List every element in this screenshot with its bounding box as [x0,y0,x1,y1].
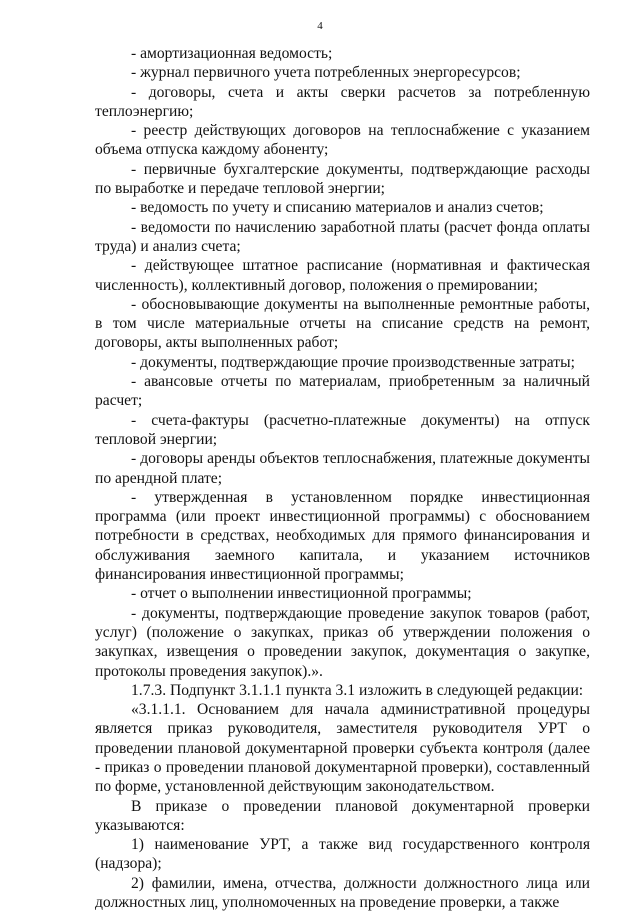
list-item: - договоры аренды объектов теплоснабжения, платежные документы по арендной плате; [95,450,590,487]
page-number: 4 [317,20,323,32]
list-item: - реестр действующих договоров на теплоснабжение с указанием объема отпуска каждому абоненту; [95,122,590,159]
list-item: - ведомости по начислению заработной платы (расчет фонда оплаты труда) и анализ счета; [95,218,590,255]
list-item: - действующее штатное расписание (нормативная и фактическая численность), коллективный договор, положения о премировании; [95,257,590,294]
body-paragraph: В приказе о проведении плановой документарной проверки указываются: [95,797,590,834]
list-item: - утвержденная в установленном порядке инвестиционная программа (или проект инвестиционной программы) с обоснованием потребности в средствах, необходимых для прямого финансирования и обслуживания заемного капитала, и указанием источников финансирования инвестиционной программы; [95,488,590,584]
document-body [95,44,590,912]
list-item: - амортизационная ведомость; [131,45,333,62]
list-item: - авансовые отчеты по материалам, приобретенным за наличный расчет; [95,373,590,410]
numbered-item: 2) фамилии, имена, отчества, должности должностного лица или должностных лиц, уполномоченных на проведение проверки, а также [95,874,590,912]
list-item: - журнал первичного учета потребленных энергоресурсов; [131,64,521,82]
list-item: - счета-фактуры (расчетно-платежные документы) на отпуск тепловой энергии; [95,411,590,448]
body-paragraph: «3.1.1.1. Основанием для начала административной процедуры является приказ руководителя, заместителя руководителя УРТ о проведении плановой документарной проверки субъекта контроля (далее - приказ о проведении плановой документарной проверки), составленный по форме, установленной действующим законодательством. [95,701,590,796]
list-item: - договоры, счета и акты сверки расчетов за потребленную теплоэнергию; [95,83,590,120]
list-item: - обосновывающие документы на выполненные ремонтные работы, в том числе материальные отчеты на списание средств на ремонт, договоры, акты выполненных работ; [95,295,590,352]
list-item: - документы, подтверждающие прочие производственные затраты; [131,353,575,371]
list-item: - документы, подтверждающие проведение закупок товаров (работ, услуг) (положение о закупках, приказ об утверждении положения о закупках, извещения о проведении закупок, документация о закупке, протоколы проведения закупок).». [95,604,590,680]
list-item: - ведомость по учету и списанию материалов и анализ счетов; [131,199,544,217]
amendment-heading: 1.7.3. Подпункт 3.1.1.1 пункта 3.1 изложить в следующей редакции: [131,681,584,699]
list-item: - отчет о выполнении инвестиционной программы; [131,585,472,603]
numbered-item: 1) наименование УРТ, а также вид государственного контроля (надзора); [95,836,590,873]
list-item: - первичные бухгалтерские документы, подтверждающие расходы по выработке и передаче тепловой энергии; [95,160,590,198]
